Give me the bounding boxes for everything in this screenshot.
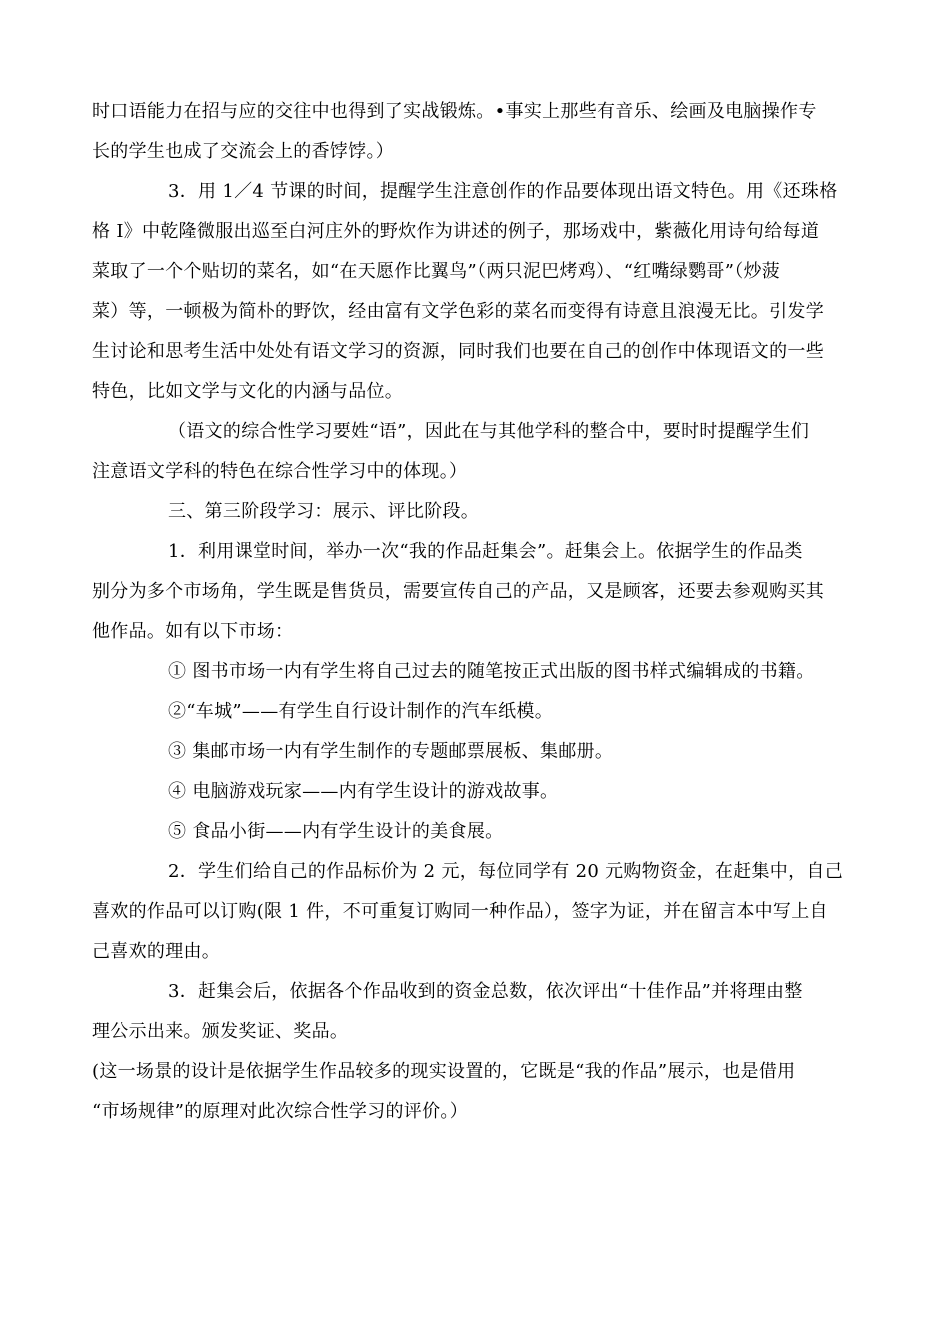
text-line: 格 I》中乾隆微服出巡至白河庄外的野炊作为讲述的例子，那场戏中，紫薇化用诗句给每道 bbox=[92, 221, 820, 242]
paragraph-note bbox=[92, 412, 858, 492]
text-line: 长的学生也成了交流会上的香饽饽。） bbox=[92, 141, 395, 162]
text-line: 1．利用课堂时间，举办一次“我的作品赶集会”。赶集会上。依据学生的作品类 bbox=[168, 541, 803, 562]
heading-line: 三、第三阶段学习：展示、评比阶段。 bbox=[168, 501, 480, 522]
list-item: ① 图书市场一内有学生将自己过去的随笔按正式出版的图书样式编辑成的书籍。 bbox=[168, 661, 815, 682]
paragraph-item-3b bbox=[92, 972, 858, 1052]
text-line: 注意语文学科的特色在综合性学习中的体现。） bbox=[92, 461, 468, 482]
text-line: （语文的综合性学习要姓“语”，因此在与其他学科的整合中，要时时提醒学生们 bbox=[168, 421, 810, 442]
paragraph-continuation bbox=[92, 92, 858, 172]
text-line: 生讨论和思考生活中处处有语文学习的资源，同时我们也要在自己的创作中体现语文的一些 bbox=[92, 341, 824, 362]
text-line: 2．学生们给自己的作品标价为 2 元，每位同学有 20 元购物资金，在赶集中，自己 bbox=[168, 861, 843, 882]
text-line: 理公示出来。颁发奖证、奖品。 bbox=[92, 1021, 349, 1042]
paragraph-closing-note bbox=[92, 1052, 858, 1132]
document-body bbox=[92, 92, 858, 1132]
list-item: ②“车城”——有学生自行设计制作的汽车纸模。 bbox=[168, 701, 554, 722]
text-line: 3．用 1／4 节课的时间，提醒学生注意创作的作品要体现出语文特色。用《还珠格 bbox=[168, 181, 838, 202]
list-item: ⑤ 食品小街——内有学生设计的美食展。 bbox=[168, 821, 504, 842]
paragraph-item-1 bbox=[92, 532, 858, 652]
list-item: ④ 电脑游戏玩家——内有学生设计的游戏故事。 bbox=[168, 781, 559, 802]
text-line: 喜欢的作品可以订购(限 1 件，不可重复订购同一种作品），签字为证，并在留言本中写上自 bbox=[92, 901, 828, 922]
text-line: 特色，比如文学与文化的内涵与品位。 bbox=[92, 381, 404, 402]
text-line: 他作品。如有以下市场： bbox=[92, 621, 294, 642]
text-line: “市场规律”的原理对此次综合性学习的评价。） bbox=[92, 1101, 469, 1122]
text-line: 时口语能力在招与应的交往中也得到了实战锻炼。•事实上那些有音乐、绘画及电脑操作专 bbox=[92, 101, 817, 122]
text-line: 3．赶集会后，依据各个作品收到的资金总数，依次评出“十佳作品”并将理由整 bbox=[168, 981, 803, 1002]
text-line: 别分为多个市场角，学生既是售货员，需要宣传自己的产品，又是顾客，还要去参观购买其 bbox=[92, 581, 824, 602]
text-line: 己喜欢的理由。 bbox=[92, 941, 221, 962]
list-item: ③ 集邮市场一内有学生制作的专题邮票展板、集邮册。 bbox=[168, 741, 614, 762]
paragraph-item-2 bbox=[92, 852, 858, 972]
paragraph-item-3 bbox=[92, 172, 858, 412]
text-line: 菜）等，一顿极为简朴的野饮，经由富有文学色彩的菜名而变得有诗意且浪漫无比。引发学 bbox=[92, 301, 824, 322]
text-line: 菜取了一个个贴切的菜名，如“在天愿作比翼鸟”（两只泥巴烤鸡）、“红嘴绿鹦哥”（炒菠 bbox=[92, 261, 781, 282]
text-line: (这一场景的设计是依据学生作品较多的现实设置的，它既是“我的作品”展示，也是借用 bbox=[92, 1061, 796, 1082]
market-list bbox=[92, 652, 858, 852]
section-heading bbox=[92, 492, 858, 532]
